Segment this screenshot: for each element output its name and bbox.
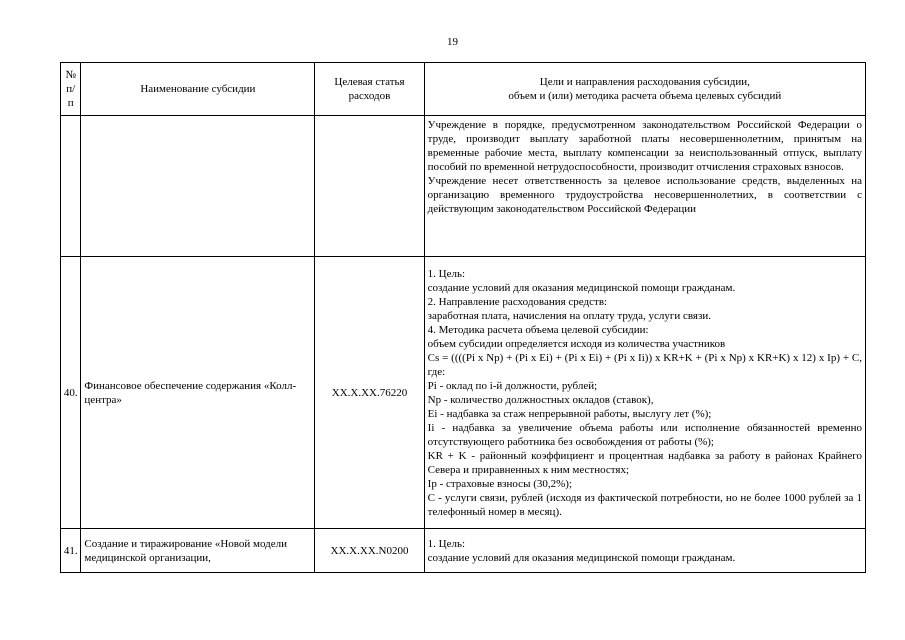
subsidy-table <box>60 62 866 573</box>
header-goals <box>424 63 865 116</box>
row-goals <box>424 116 865 257</box>
row-name: Финансовое обеспечение содержания «Колл-центра» <box>81 257 315 529</box>
header-goals-line2: объем и (или) методика расчета объема целевых субсидий <box>508 90 782 102</box>
goals-line: создание условий для оказания медицинской помощи гражданам. <box>427 551 736 564</box>
header-goals-line1: Цели и направления расходования субсидии, <box>539 76 750 88</box>
goals-line: 1. Цель: <box>427 267 466 280</box>
table-row <box>61 529 866 573</box>
table-row <box>61 116 866 257</box>
row-num: 40. <box>61 257 81 529</box>
row-num <box>61 116 81 257</box>
goals-paragraph: Учреждение несет ответственность за целевое использование средств, выделенных на организацию временного трудоустройства несовершеннолетних, в соответствии с действующим законодательством Российской Федерации <box>427 175 862 215</box>
row-code: XX.X.XX.76220 <box>315 257 424 529</box>
row-goals <box>424 529 865 573</box>
goals-line: Ii - надбавка за увеличение объема работы или исполнение обязанностей временно отсутствующего работника без освобождения от работы (%); <box>427 421 862 448</box>
goals-line: Pi - оклад по i-й должности, рублей; <box>427 379 598 392</box>
goals-line: Ip - страховые взносы (30,2%); <box>427 477 573 490</box>
header-name: Наименование субсидии <box>81 63 315 116</box>
table-header-row <box>61 63 866 116</box>
row-code <box>315 116 424 257</box>
goals-line: 4. Методика расчета объема целевой субсидии: <box>427 323 649 336</box>
row-code: XX.X.XX.N0200 <box>315 529 424 573</box>
goals-line: Ei - надбавка за стаж непрерывной работы, выслугу лет (%); <box>427 407 712 420</box>
table-row <box>61 257 866 529</box>
header-num: № п/ п <box>61 63 81 116</box>
goals-line: KR + K - районный коэффициент и процентная надбавка за работу в районах Крайнего Севера и приравненных к ним местностях; <box>427 449 862 476</box>
header-code: Целевая статья расходов <box>315 63 424 116</box>
goals-line: объем субсидии определяется исходя из количества участников <box>427 337 726 350</box>
goals-line: заработная плата, начисления на оплату труда, услуги связи. <box>427 309 711 322</box>
row-goals <box>424 257 865 529</box>
goals-line: 2. Направление расходования средств: <box>427 295 608 308</box>
row-num: 41. <box>61 529 81 573</box>
goals-line: 1. Цель: <box>427 537 466 550</box>
goals-paragraph: Учреждение в порядке, предусмотренном законодательством Российской Федерации о труде, производит выплату заработной платы несовершеннолетним, принятым на временные рабочие места, выплату компенсации за неиспользованный отпуск, выплату пособий по временной нетрудоспособности, производит отчисления страховых взносов. <box>427 119 862 173</box>
goals-line: Np - количество должностных окладов (ставок), <box>427 393 654 406</box>
row-name <box>81 116 315 257</box>
formula-line: Cs = ((((Pi x Np) + (Pi x Ei) + (Pi x Ei) + (Pi x Ii)) x KR+K + (Pi x Np) x KR+K) x 12) x Ip) + C, где: <box>427 351 862 378</box>
goals-line: C - услуги связи, рублей (исходя из фактической потребности, но не более 1000 рублей за 1 телефонный номер в месяц). <box>427 491 862 518</box>
page-number: 19 <box>447 36 458 48</box>
row-name: Создание и тиражирование «Новой модели медицинской организации, <box>81 529 315 573</box>
goals-line: создание условий для оказания медицинской помощи гражданам. <box>427 281 736 294</box>
